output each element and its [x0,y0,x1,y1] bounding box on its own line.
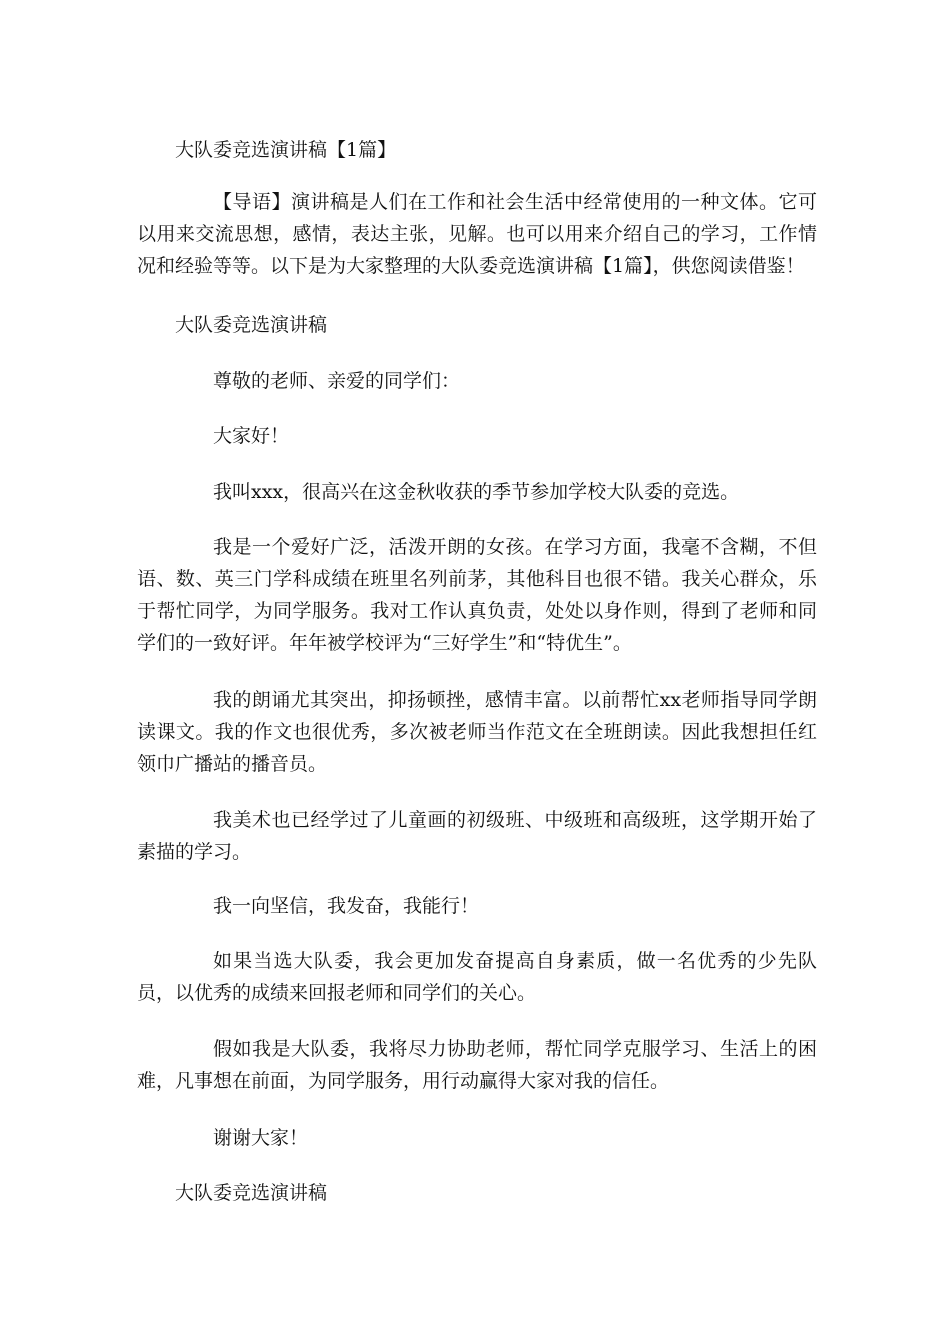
paragraph-introduction: 我叫xxx，很高兴在这金秋收获的季节参加学校大队委的竞选。 [213,481,740,503]
paragraph-art: 我美术也已经学过了儿童画的初级班、中级班和高级班，这学期开始了素描的学习。 [137,809,817,863]
intro-paragraph: 【导语】演讲稿是人们在工作和社会生活中经常使用的一种文体。它可以用来交流思想，感情，表达主张，见解。也可以用来介绍自己的学习，工作情况和经验等等。以下是为大家整理的大队委竞选演讲稿【1篇】，供您阅读借鉴！ [137,191,817,277]
paragraph-recitation: 我的朗诵尤其突出，抑扬顿挫，感情丰富。以前帮忙xx老师指导同学朗读课文。我的作文也很优秀，多次被老师当作范文在全班朗读。因此我想担任红领巾广播站的播音员。 [137,689,817,775]
section-title-repeat: 大队委竞选演讲稿 [175,1182,328,1204]
section-title: 大队委竞选演讲稿 [175,314,328,336]
greeting-line: 尊敬的老师、亲爱的同学们： [213,370,461,392]
paragraph-if-elected: 如果当选大队委，我会更加发奋提高自身素质，做一名优秀的少先队员，以优秀的成绩来回报老师和同学们的关心。 [137,950,817,1004]
paragraph-belief: 我一向坚信，我发奋，我能行！ [213,895,480,917]
paragraph-personality: 我是一个爱好广泛，活泼开朗的女孩。在学习方面，我毫不含糊，不但语、数、英三门学科成绩在班里名列前茅，其他科目也很不错。我关心群众，乐于帮忙同学，为同学服务。我对工作认真负责，处处以身作则，得到了老师和同学们的一致好评。年年被学校评为“三好学生”和“特优生”。 [137,536,817,654]
hello-line: 大家好！ [213,425,290,447]
thanks-line: 谢谢大家！ [213,1127,309,1149]
paragraph-commitment: 假如我是大队委，我将尽力协助老师，帮忙同学克服学习、生活上的困难，凡事想在前面，为同学服务，用行动赢得大家对我的信任。 [137,1038,817,1092]
document-title: 大队委竞选演讲稿【1篇】 [175,139,397,161]
